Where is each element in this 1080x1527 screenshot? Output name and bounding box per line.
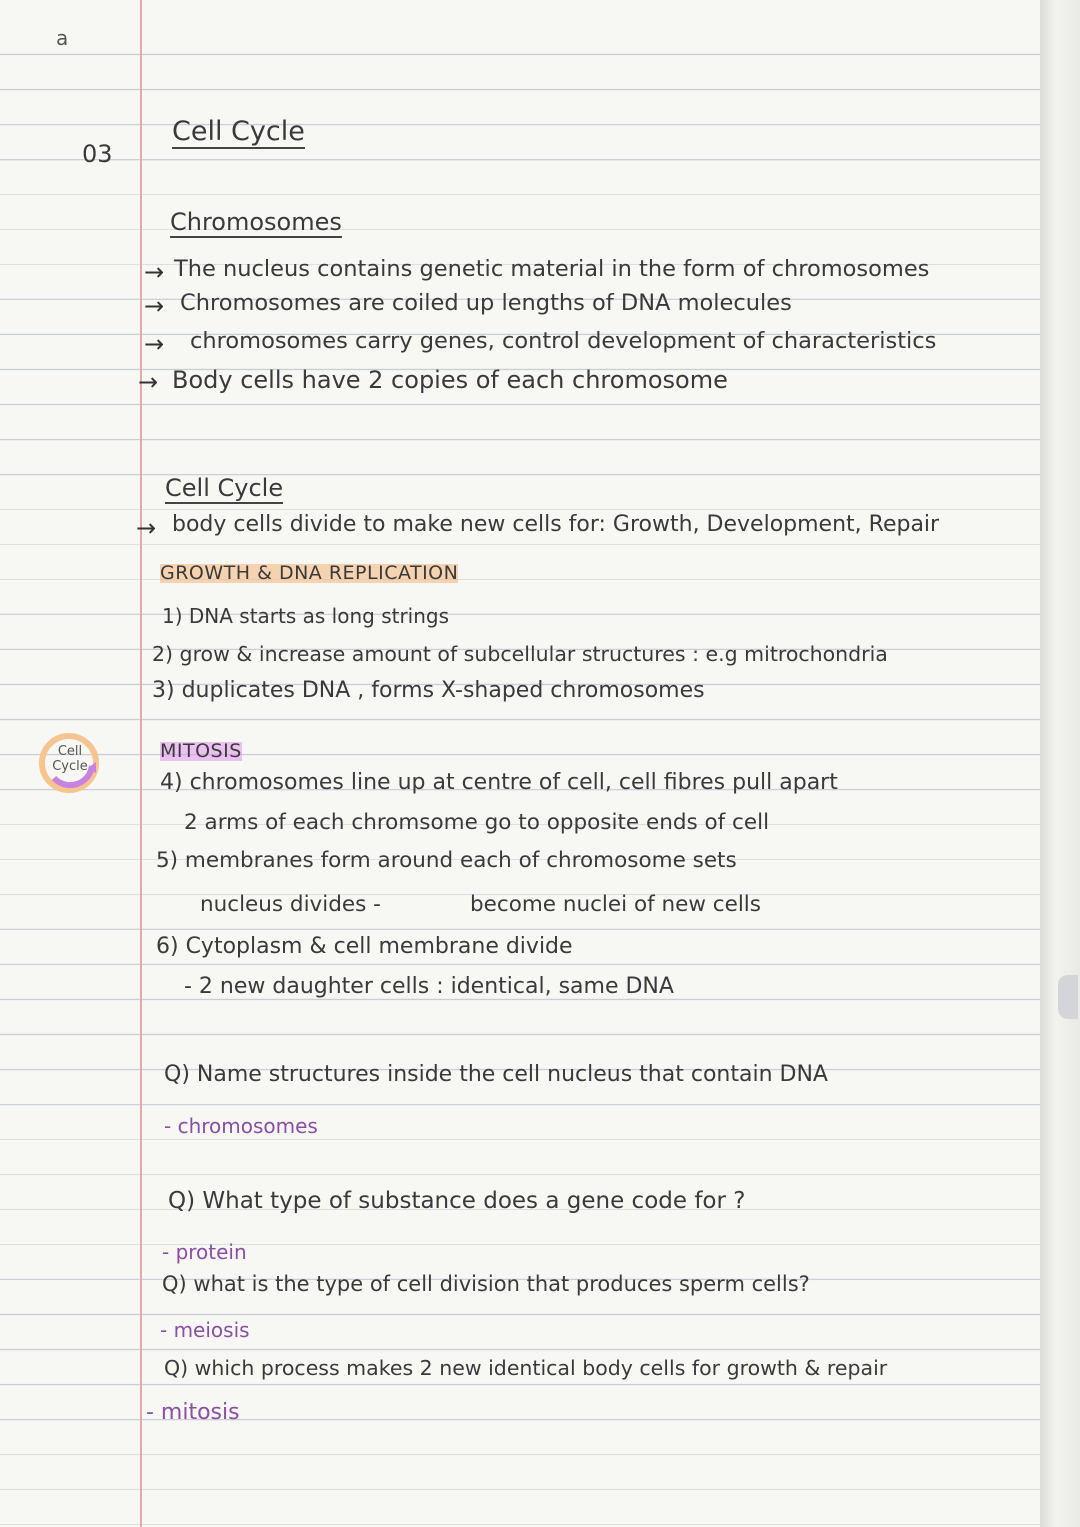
step-6: 6) Cytoplasm & cell membrane divide <box>156 934 573 959</box>
arrow-icon: → <box>144 292 165 320</box>
chromosome-line-1: The nucleus contains genetic material in the form of chromosomes <box>174 256 930 282</box>
answer-3: - meiosis <box>160 1318 250 1342</box>
chromosomes-heading: Chromosomes <box>170 208 342 236</box>
arrow-icon: → <box>138 368 159 396</box>
margin-badge-line2: Cycle <box>52 759 88 774</box>
growth-heading: GROWTH & DNA REPLICATION <box>160 562 459 584</box>
corner-mark: a <box>56 26 69 50</box>
step-5-note: become nuclei of new cells <box>470 892 761 917</box>
step-5: 5) membranes form around each of chromosome sets <box>156 848 737 873</box>
margin-badge-label <box>50 744 90 774</box>
arrow-icon: → <box>136 514 157 542</box>
step-4: 4) chromosomes line up at centre of cell, cell fibres pull apart <box>160 770 838 795</box>
answer-1: - chromosomes <box>164 1114 318 1138</box>
answer-2: - protein <box>162 1240 247 1264</box>
chromosome-line-3: chromosomes carry genes, control development of characteristics <box>190 328 937 354</box>
question-4: Q) which process makes 2 new identical body cells for growth & repair <box>164 1356 888 1380</box>
step-1: 1) DNA starts as long strings <box>162 604 450 628</box>
chromosome-line-4: Body cells have 2 copies of each chromosome <box>172 366 728 394</box>
margin-line <box>140 0 142 1527</box>
question-1: Q) Name structures inside the cell nucleus that contain DNA <box>164 1062 828 1087</box>
chromosome-line-2: Chromosomes are coiled up lengths of DNA molecules <box>180 290 792 316</box>
step-3: 3) duplicates DNA , forms X-shaped chromosomes <box>152 678 705 703</box>
margin-badge-line1: Cell <box>57 744 83 759</box>
step-2: 2) grow & increase amount of subcellular structures : e.g mitrochondria <box>152 642 888 666</box>
step-6-detail: - 2 new daughter cells : identical, same DNA <box>184 974 674 999</box>
question-3: Q) what is the type of cell division that produces sperm cells? <box>162 1272 810 1296</box>
cell-cycle-intro: body cells divide to make new cells for: Growth, Development, Repair <box>172 512 940 537</box>
question-2: Q) What type of substance does a gene code for ? <box>168 1188 746 1214</box>
mitosis-heading: MITOSIS <box>160 740 242 762</box>
arrow-icon: → <box>144 330 165 358</box>
page-title: Cell Cycle <box>172 116 305 147</box>
step-5-detail: nucleus divides - <box>200 892 381 917</box>
step-4-detail: 2 arms of each chromsome go to opposite ends of cell <box>184 810 770 835</box>
cell-cycle-heading: Cell Cycle <box>165 474 284 502</box>
page-edge <box>1040 0 1080 1527</box>
page-number: 03 <box>82 140 113 168</box>
answer-4: - mitosis <box>146 1400 240 1425</box>
arrow-icon: → <box>144 258 165 286</box>
binder-tab <box>1058 975 1078 1019</box>
